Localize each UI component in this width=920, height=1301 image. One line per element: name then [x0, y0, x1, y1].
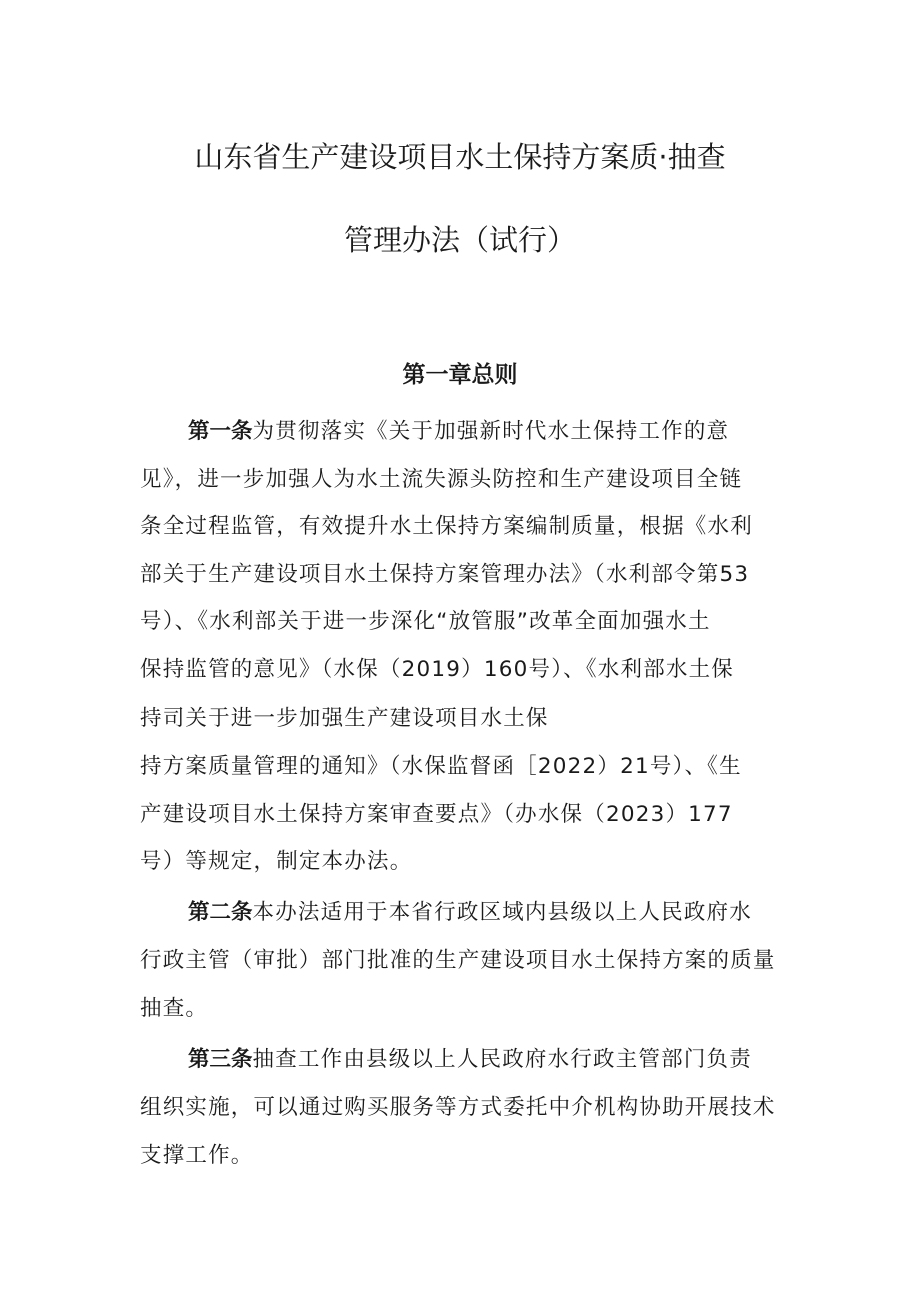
article-line — [188, 1045, 752, 1075]
article-line: 号）、《水利部关于进一步深化“放管服”改革全面加强水土 — [140, 609, 711, 634]
article-line: 支撑工作。 — [140, 1143, 254, 1168]
article-text: 本办法适用于本省行政区域内县级以上人民政府水 — [252, 900, 752, 925]
article-label: 第一条 — [188, 419, 253, 444]
chapter-heading: 第一章总则 — [402, 362, 518, 388]
document-title-line-2: 管理办法（试行） — [343, 223, 576, 257]
article-line — [188, 898, 752, 928]
article-line: 号）等规定，制定本办法。 — [140, 849, 413, 874]
article-label: 第三条 — [188, 1047, 253, 1072]
article-line: 产建设项目水土保持方案审查要点》（办水保（2023）177 — [140, 802, 733, 827]
article-line: 行政主管（审批）部门批准的生产建设项目水土保持方案的质量 — [140, 948, 776, 973]
article-line: 组织实施，可以通过购买服务等方式委托中介机构协助开展技术 — [140, 1095, 776, 1120]
article-line: 持司关于进一步加强生产建设项目水土保 — [140, 706, 549, 731]
article-text: 抽查工作由县级以上人民政府水行政主管部门负责 — [252, 1047, 752, 1072]
article-line: 部关于生产建设项目水土保持方案管理办法》（水利部令第53 — [140, 562, 750, 587]
article-line: 条全过程监管，有效提升水土保持方案编制质量，根据《水利 — [140, 514, 753, 539]
article-text: 为贯彻落实《关于加强新时代水土保持工作的意 — [252, 419, 730, 444]
article-line: 保持监管的意见》（水保（2019）160号）、《水利部水土保 — [140, 657, 735, 682]
article-line: 抽查。 — [140, 996, 209, 1021]
article-label: 第二条 — [188, 900, 253, 925]
article-line — [188, 417, 729, 447]
article-line: 持方案质量管理的通知》（水保监督函［2022）21号）、《生 — [140, 754, 742, 779]
article-line: 见》，进一步加强人为水土流失源头防控和生产建设项目全链 — [140, 467, 743, 492]
document-title-line-1: 山东省生产建设项目水土保持方案质·抽查 — [194, 140, 726, 174]
